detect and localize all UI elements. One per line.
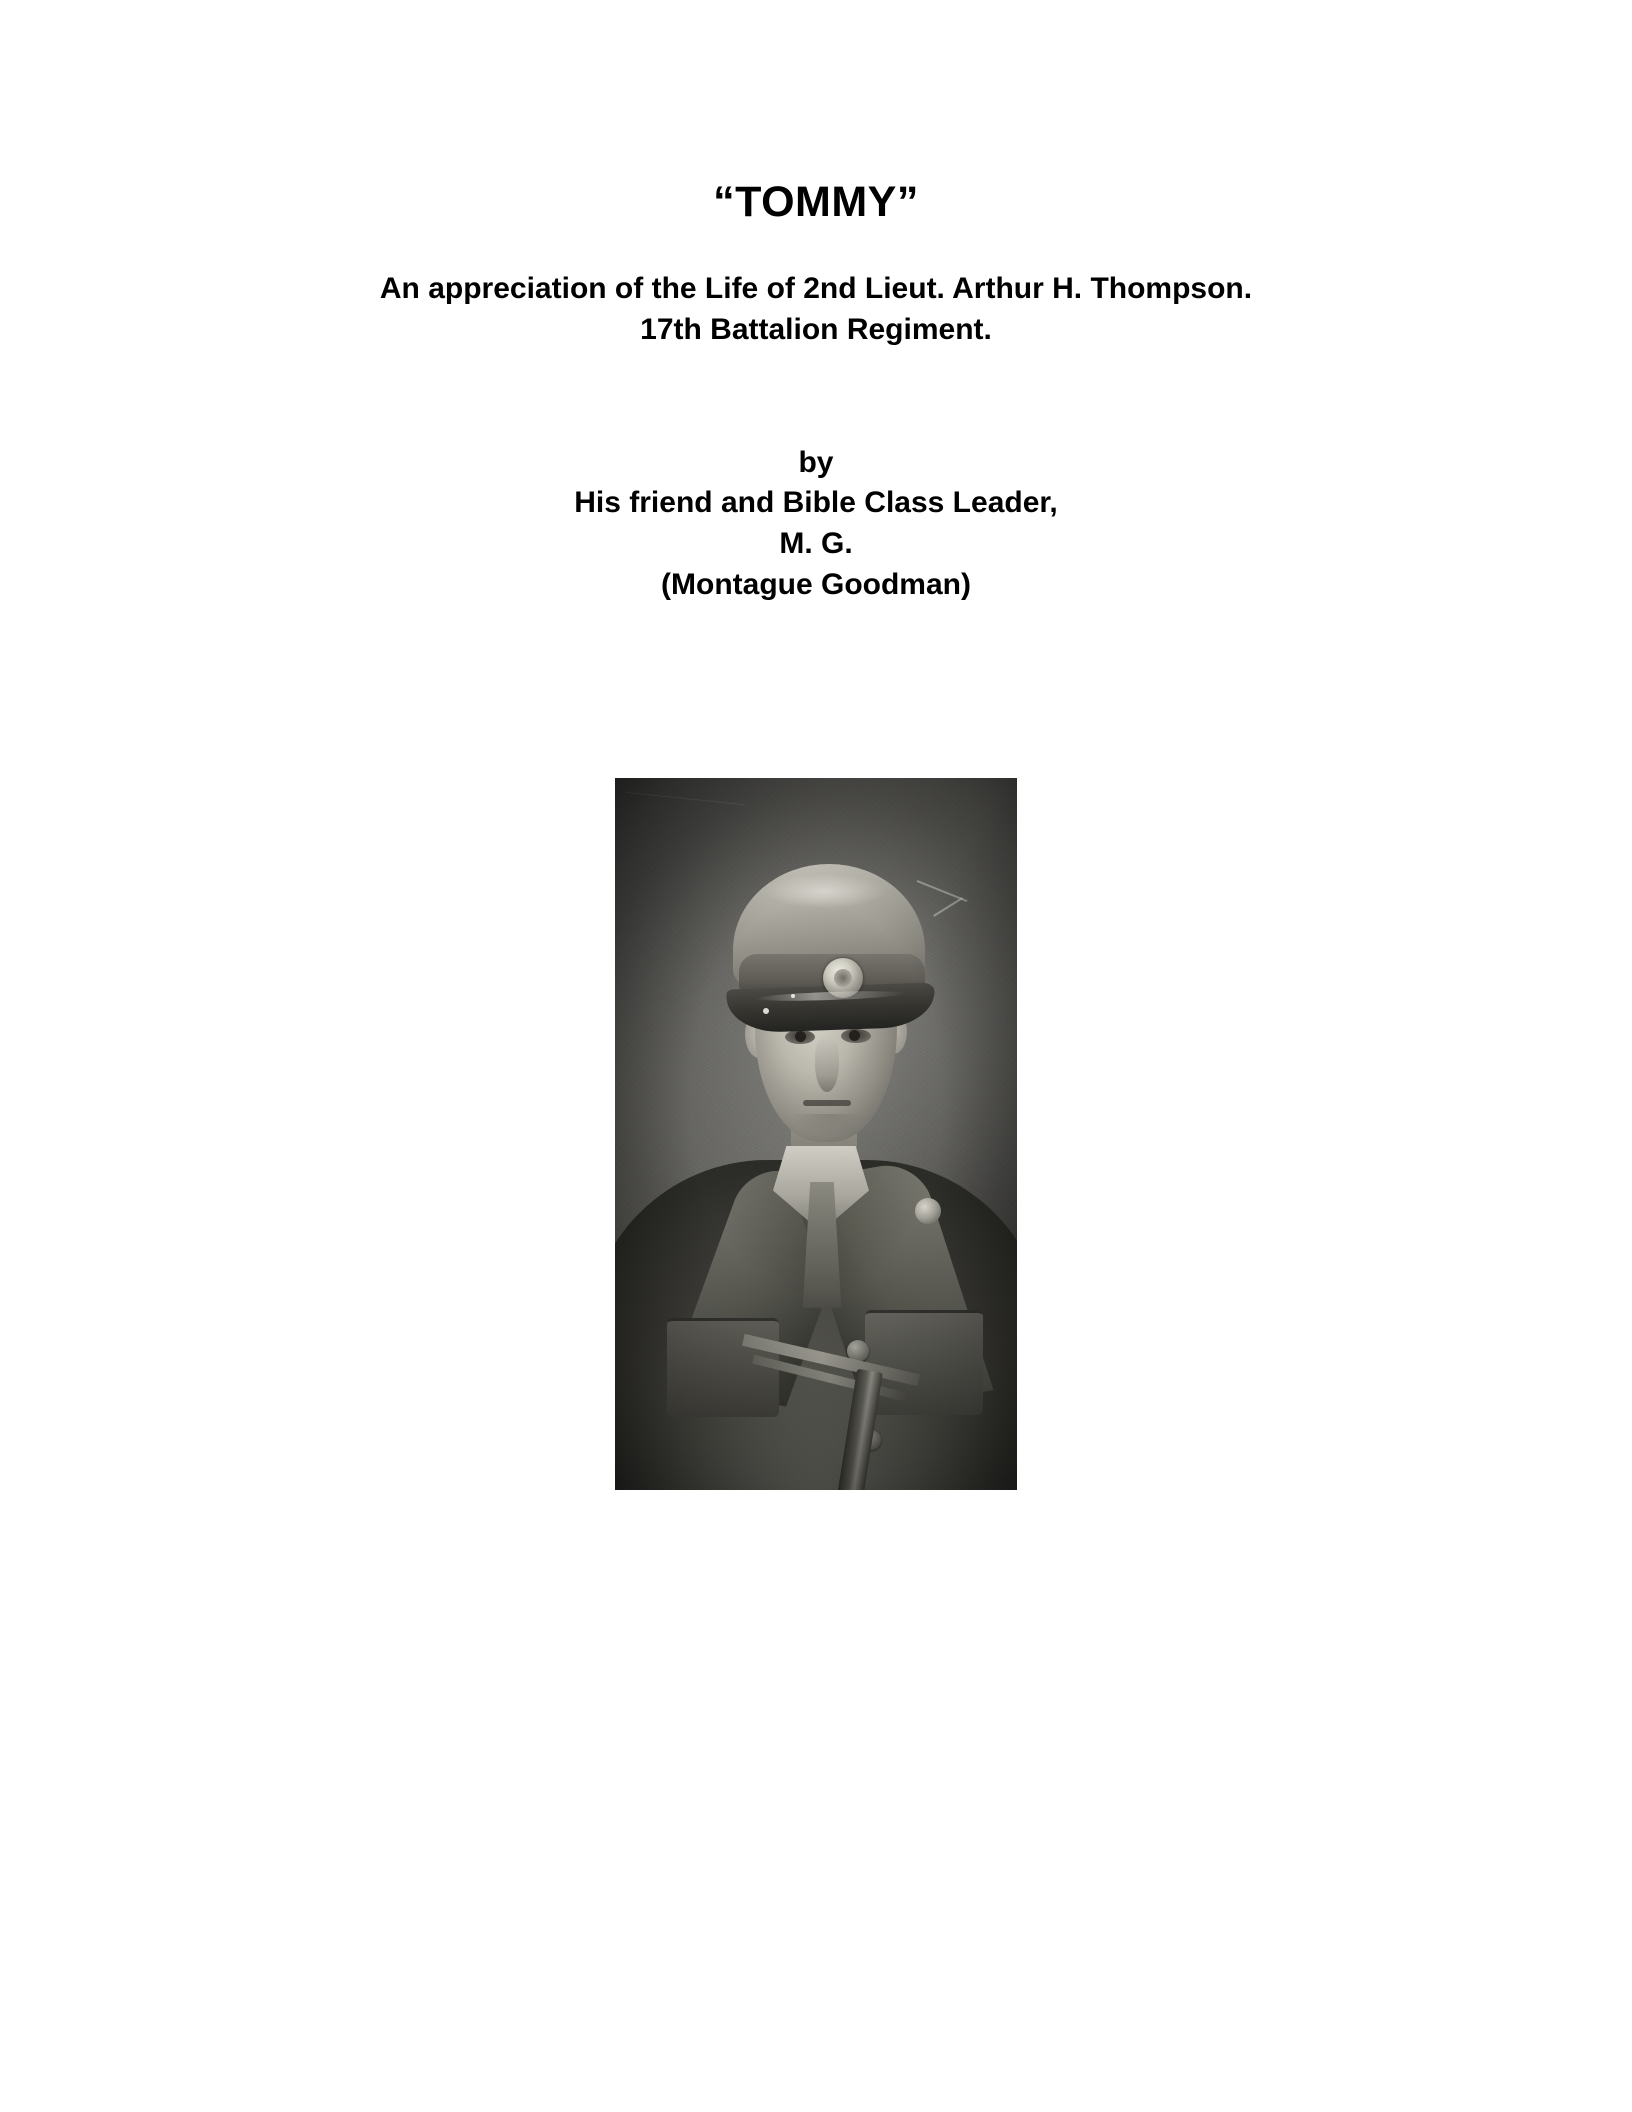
photo-film-grain (615, 778, 1017, 1490)
byline-line-full-name: (Montague Goodman) (661, 567, 971, 601)
byline-line-initials: M. G. (779, 527, 853, 561)
portrait-photograph (615, 778, 1017, 1490)
byline-line-role: His friend and Bible Class Leader, (574, 486, 1058, 520)
subtitle-line-2: 17th Battalion Regiment. (640, 312, 992, 346)
page-title: “TOMMY” (713, 178, 919, 226)
subtitle-line-1: An appreciation of the Life of 2nd Lieut. Arthur H. Thompson. (379, 272, 1253, 305)
page-subtitle (150, 227, 1482, 351)
byline (150, 351, 1482, 606)
portrait-photograph-container (150, 606, 1482, 1490)
byline-line-by: by (798, 445, 834, 479)
